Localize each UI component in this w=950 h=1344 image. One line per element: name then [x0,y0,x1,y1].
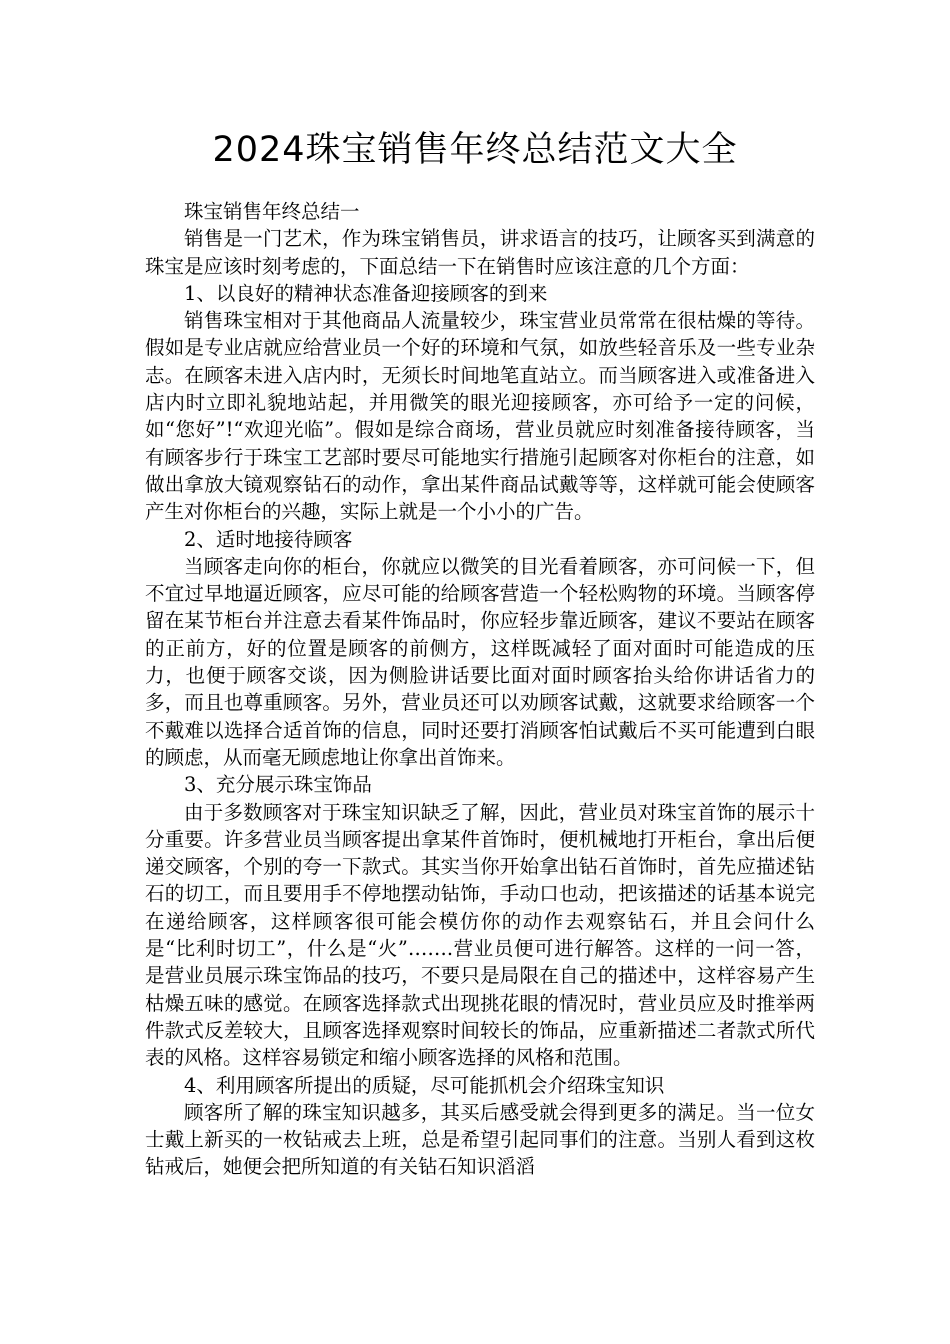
paragraph: 当顾客走向你的柜台，你就应以微笑的目光看着顾客，亦可问候一下，但不宜过早地逼近顾客，应尽可能的给顾客营造一个轻松购物的环境。当顾客停留在某节柜台并注意去看某件饰品时，你应轻步靠近顾客，建议不要站在顾客的正前方，好的位置是顾客的前侧方，这样既减轻了面对面时可能造成的压力，也便于顾客交谈，因为侧脸讲话要比面对面时顾客抬头给你讲话省力的多，而且也尊重顾客。另外，营业员还可以劝顾客试戴，这就要求给顾客一个不戴难以选择合适首饰的信息，同时还要打消顾客怕试戴后不买可能遭到白眼的顾虑，从而毫无顾虑地让你拿出首饰来。 [145,554,815,769]
section-heading: 1、以良好的精神状态准备迎接顾客的到来 [184,281,548,305]
section-heading: 3、充分展示珠宝饰品 [184,773,372,797]
document-body [145,198,815,1181]
paragraph: 销售是一门艺术，作为珠宝销售员，讲求语言的技巧，让顾客买到满意的珠宝是应该时刻考虑的，下面总结一下在销售时应该注意的几个方面： [145,227,815,278]
paragraph: 顾客所了解的珠宝知识越多，其买后感受就会得到更多的满足。当一位女士戴上新买的一枚钻戒去上班，总是希望引起同事们的注意。当别人看到这枚钻戒后，她便会把所知道的有关钻石知识滔滔 [145,1100,815,1179]
document-title: 2024珠宝销售年终总结范文大全 [212,130,738,170]
section-heading: 4、利用顾客所提出的质疑，尽可能抓机会介绍珠宝知识 [184,1073,665,1097]
section-heading: 2、适时地接待顾客 [184,527,353,551]
section-heading: 珠宝销售年终总结一 [184,200,360,223]
paragraph: 销售珠宝相对于其他商品人流量较少，珠宝营业员常常在很枯燥的等待。假如是专业店就应给营业员一个好的环境和气氛，如放些轻音乐及一些专业杂志。在顾客未进入店内时，无须长时间地笔直站立。而当顾客进入或准备进入店内时立即礼貌地站起，并用微笑的眼光迎接顾客，亦可给予一定的问候，如“您好”!“欢迎光临”。假如是综合商场，营业员就应时刻准备接待顾客，当有顾客步行于珠宝工艺部时要尽可能地实行措施引起顾客对你柜台的注意，如做出拿放大镜观察钻石的动作，拿出某件商品试戴等等，这样就可能会使顾客产生对你柜台的兴趣，实际上就是一个小小的广告。 [145,309,815,524]
paragraph: 由于多数顾客对于珠宝知识缺乏了解，因此，营业员对珠宝首饰的展示十分重要。许多营业员当顾客提出拿某件首饰时，便机械地打开柜台，拿出后便递交顾客，个别的夸一下款式。其实当你开始拿出钻石首饰时，首先应描述钻石的切工，而且要用手不停地摆动钻饰，手动口也动，把该描述的话基本说完在递给顾客，这样顾客很可能会模仿你的动作去观察钻石，并且会问什么是“比利时切工”，什么是“火”…….营业员便可进行解答。这样的一问一答，是营业员展示珠宝饰品的技巧，不要只是局限在自己的描述中，这样容易产生枯燥五味的感觉。在顾客选择款式出现挑花眼的情况时，营业员应及时推举两件款式反差较大，且顾客选择观察时间较长的饰品，应重新描述二者款式所代表的风格。这样容易锁定和缩小顾客选择的风格和范围。 [145,800,815,1070]
